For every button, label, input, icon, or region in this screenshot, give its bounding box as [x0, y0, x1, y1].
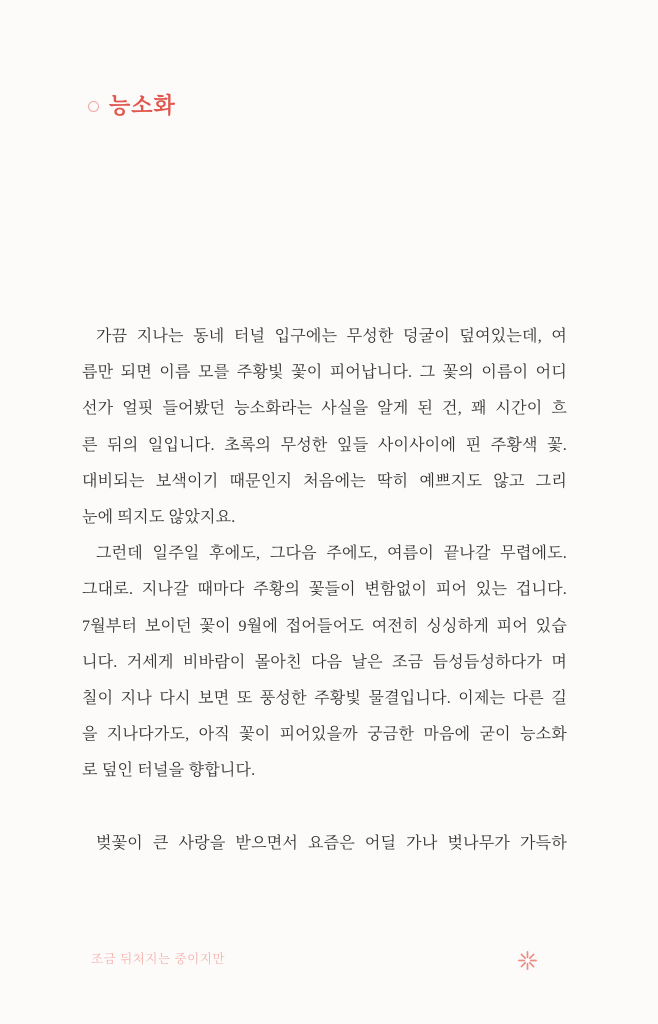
text-line: 그대로. 지나갈 때마다 주황의 꽃들이 변함없이 피어 있는 겁니다. — [82, 581, 567, 599]
body-text — [82, 319, 567, 862]
text-line: 른 뒤의 일입니다. 초록의 무성한 잎들 사이사이에 핀 주황색 꽃. — [82, 436, 567, 454]
running-title: 조금 뒤처지는 중이지만 — [91, 952, 226, 966]
text-line: 을 지나다가도, 아직 꽃이 피어있을까 궁금한 마음에 굳이 능소화 — [82, 726, 567, 744]
text-line: 로 덮인 터널을 향합니다. — [82, 762, 256, 780]
paragraph-spacer — [82, 789, 567, 825]
asterisk-flower-icon — [517, 950, 538, 971]
ring-bullet-icon — [88, 101, 99, 112]
text-line: 벚꽃이 큰 사랑을 받으면서 요즘은 어딜 가나 벚나무가 가득하 — [96, 834, 567, 852]
chapter-title: 능소화 — [109, 93, 176, 118]
text-line: 름만 되면 이름 모를 주황빛 꽃이 피어납니다. 그 꽃의 이름이 어디 — [82, 364, 567, 382]
text-line: 가끔 지나는 동네 터널 입구에는 무성한 덩굴이 덮여있는데, 여 — [96, 328, 567, 345]
text-line: 칠이 지나 다시 보면 또 풍성한 주황빛 물결입니다. 이제는 다른 길 — [82, 689, 567, 707]
text-line: 그런데 일주일 후에도, 그다음 주에도, 여름이 끝나갈 무렵에도. — [96, 545, 567, 563]
text-line: 7월부터 보이던 꽃이 9월에 접어들어도 여전히 싱싱하게 피어 있습 — [82, 617, 567, 635]
text-line: 니다. 거세게 비바람이 몰아친 다음 날은 조금 듬성듬성하다가 며 — [82, 653, 567, 671]
chapter-header — [88, 93, 176, 119]
text-line: 대비되는 보색이기 때문인지 처음에는 딱히 예쁘지도 않고 그리 — [82, 472, 567, 490]
text-line: 선가 얼핏 들어봤던 능소화라는 사실을 알게 된 건, 꽤 시간이 흐 — [82, 400, 567, 418]
text-line: 눈에 띄지도 않았지요. — [82, 508, 236, 526]
